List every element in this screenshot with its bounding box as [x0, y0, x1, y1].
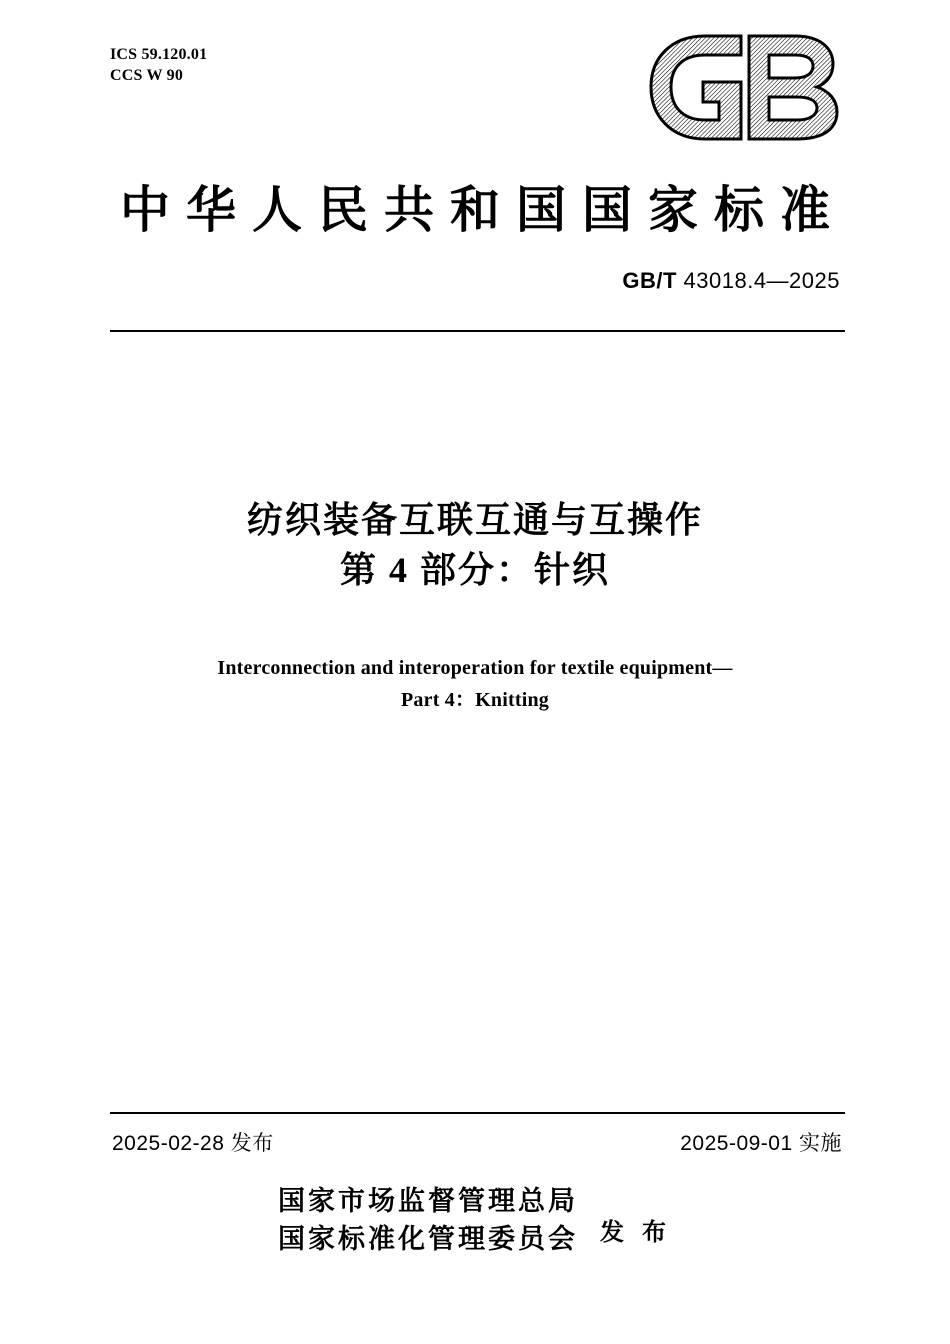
document-title-cn-line1: 纺织装备互联互通与互操作 [246, 500, 703, 540]
ics-code: ICS 59.120.01 [110, 46, 208, 63]
issuer-line2: 国家标准化管理委员会 [278, 1224, 578, 1254]
top-divider [110, 330, 845, 332]
standard-number-prefix: GB/T [622, 268, 677, 293]
bottom-divider [110, 1112, 845, 1114]
publish-label: 发 布 [600, 1219, 672, 1246]
issuing-authority [0, 1182, 950, 1258]
document-title-en [0, 652, 950, 716]
classification-codes [110, 44, 207, 86]
ccs-code: CCS W 90 [110, 67, 184, 84]
standard-number [622, 268, 840, 294]
issuer-line1: 国家市场监督管理总局 [278, 1186, 578, 1216]
document-title-cn [0, 495, 950, 595]
document-title-en-line1: Interconnection and interoperation for textile equipment— [217, 657, 733, 679]
gb-emblem-icon [645, 30, 845, 145]
document-title-cn-line2: 第 4 部分：针织 [339, 550, 610, 590]
issuing-authority-inner [278, 1182, 672, 1258]
issuer-names [278, 1182, 578, 1258]
implementation-date: 2025-09-01 实施 [680, 1132, 842, 1155]
standard-number-value: 43018.4—2025 [683, 268, 840, 293]
national-standard-title: 中华人民共和国国家标准 [120, 182, 846, 238]
document-title-en-line2: Part 4：Knitting [401, 689, 549, 711]
issue-date: 2025-02-28 发布 [112, 1132, 274, 1155]
